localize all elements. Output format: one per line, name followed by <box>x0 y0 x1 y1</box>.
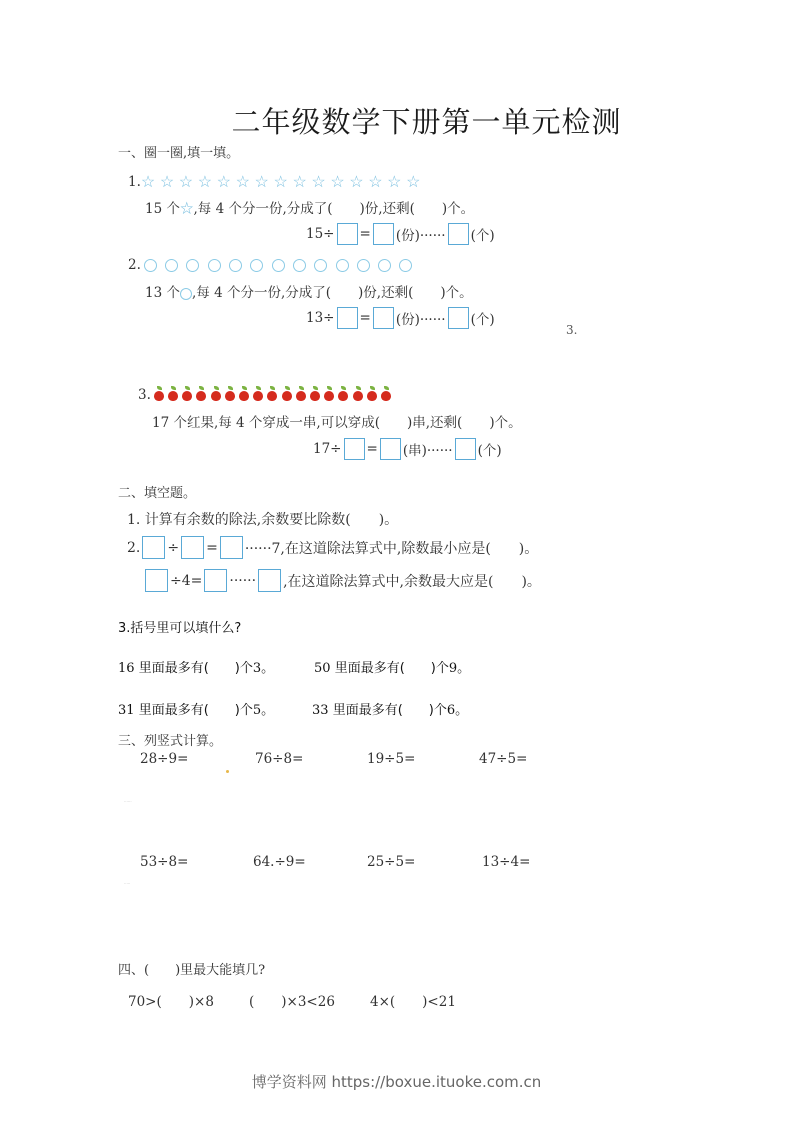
red-fruit-icon <box>324 391 334 401</box>
stray-label: 3. <box>566 323 578 337</box>
red-fruit-icon <box>196 391 206 401</box>
section1-heading: 一、圈一圈,填一填。 <box>118 146 240 161</box>
faint-mark: ...... <box>124 798 132 803</box>
page-title: 二年级数学下册第一单元检测 <box>231 105 622 139</box>
red-fruit-icon <box>211 391 221 401</box>
answer-box[interactable] <box>373 223 394 245</box>
fill-item: ( )×3<26 <box>249 994 335 1010</box>
s2-q1: 1. 计算有余数的除法,余数要比除数( )。 <box>127 512 399 528</box>
s2-q2: 2. ÷ = ······7,在这道除法算式中,除数最小应是( )。 <box>127 536 538 559</box>
q3-equation: 17÷ = (串)······ (个) <box>313 438 502 460</box>
s2-q3-item: 50 里面最多有( )个9。 <box>314 661 471 676</box>
s2-q3-item: 16 里面最多有( )个3。 <box>118 661 275 676</box>
q1-equation: 15÷ = (份)······ (个) <box>306 223 495 245</box>
red-fruit-icon <box>267 391 277 401</box>
answer-box[interactable] <box>448 223 469 245</box>
s2-q3-item: 31 里面最多有( )个5。 <box>118 703 275 718</box>
faint-mark: ..... <box>124 880 131 885</box>
answer-box[interactable] <box>344 438 365 460</box>
red-fruit-icon <box>154 391 164 401</box>
s2-q3-item: 33 里面最多有( )个6。 <box>312 703 469 718</box>
red-fruit-icon <box>253 391 263 401</box>
circle-icon <box>378 259 391 272</box>
q1-icons-row <box>128 172 425 191</box>
answer-box[interactable] <box>145 569 168 592</box>
answer-box[interactable] <box>204 569 227 592</box>
answer-box[interactable] <box>380 438 401 460</box>
fill-item: 4×( )<21 <box>370 994 456 1010</box>
fill-item: 70>( )×8 <box>128 994 214 1010</box>
q2-text: 13 个 ,每 4 个分一份,分成了( )份,还剩( )个。 <box>145 285 473 301</box>
circle-icon <box>336 259 349 272</box>
calc-item: 53÷8= <box>140 854 189 870</box>
calc-item: 19÷5= <box>367 751 416 767</box>
q2-number: 2. <box>128 257 141 273</box>
calc-item: 76÷8= <box>255 751 304 767</box>
red-fruit-icon <box>168 391 178 401</box>
footer-watermark: 博学资料网 https://boxue.ituoke.com.cn <box>251 1073 542 1091</box>
circle-icon <box>186 259 199 272</box>
circle-icon <box>208 259 221 272</box>
circle-icons <box>144 257 421 273</box>
star-icon: ☆ <box>179 201 194 217</box>
circle-icon <box>250 259 263 272</box>
q1-text: 15 个☆,每 4 个分一份,分成了( )份,还剩( )个。 <box>145 201 475 217</box>
circle-icon <box>293 259 306 272</box>
answer-box[interactable] <box>220 536 243 559</box>
circle-icon <box>180 288 192 300</box>
red-fruit-icon <box>353 391 363 401</box>
q3-text: 17 个红果,每 4 个穿成一串,可以穿成( )串,还剩( )个。 <box>152 415 522 431</box>
circle-icon <box>165 259 178 272</box>
red-fruit-icon <box>381 391 391 401</box>
circle-icon <box>229 259 242 272</box>
q3-number: 3. <box>138 387 151 403</box>
answer-box[interactable] <box>142 536 165 559</box>
red-fruit-icon <box>182 391 192 401</box>
section4-heading: 四、( )里最大能填几? <box>118 963 266 978</box>
red-fruit-icon <box>338 391 348 401</box>
red-fruit-icon <box>310 391 320 401</box>
fruit-icons <box>154 387 395 403</box>
answer-box[interactable] <box>337 307 358 329</box>
calc-item: 25÷5= <box>367 854 416 870</box>
circle-icon <box>399 259 412 272</box>
red-fruit-icon <box>296 391 306 401</box>
red-fruit-icon <box>239 391 249 401</box>
circle-icon <box>272 259 285 272</box>
q3-icons-row <box>138 387 395 403</box>
star-icons: ☆☆☆☆☆☆☆☆☆☆☆☆☆☆☆ <box>140 172 426 191</box>
red-fruit-icon <box>225 391 235 401</box>
red-fruit-icon <box>367 391 377 401</box>
calc-item: 13÷4= <box>482 854 531 870</box>
red-fruit-icon <box>282 391 292 401</box>
q2-icons-row <box>128 257 421 273</box>
q2-equation: 13÷ = (份)······ (个) <box>306 307 495 329</box>
calc-item: 28÷9= <box>140 751 189 767</box>
speck <box>226 761 229 780</box>
section3-heading: 三、列竖式计算。 <box>118 734 223 749</box>
answer-box[interactable] <box>181 536 204 559</box>
answer-box[interactable] <box>373 307 394 329</box>
calc-item: 47÷5= <box>479 751 528 767</box>
circle-icon <box>314 259 327 272</box>
answer-box[interactable] <box>455 438 476 460</box>
answer-box[interactable] <box>448 307 469 329</box>
s2-q3-heading: 3.括号里可以填什么? <box>118 621 242 636</box>
circle-icon <box>144 259 157 272</box>
q1-number: 1. <box>128 173 141 190</box>
answer-box[interactable] <box>258 569 281 592</box>
answer-box[interactable] <box>337 223 358 245</box>
calc-item: 64.÷9= <box>253 854 306 870</box>
s2-q2b: ÷4= ······ ,在这道除法算式中,余数最大应是( )。 <box>143 569 541 592</box>
section2-heading: 二、填空题。 <box>118 486 197 501</box>
circle-icon <box>357 259 370 272</box>
